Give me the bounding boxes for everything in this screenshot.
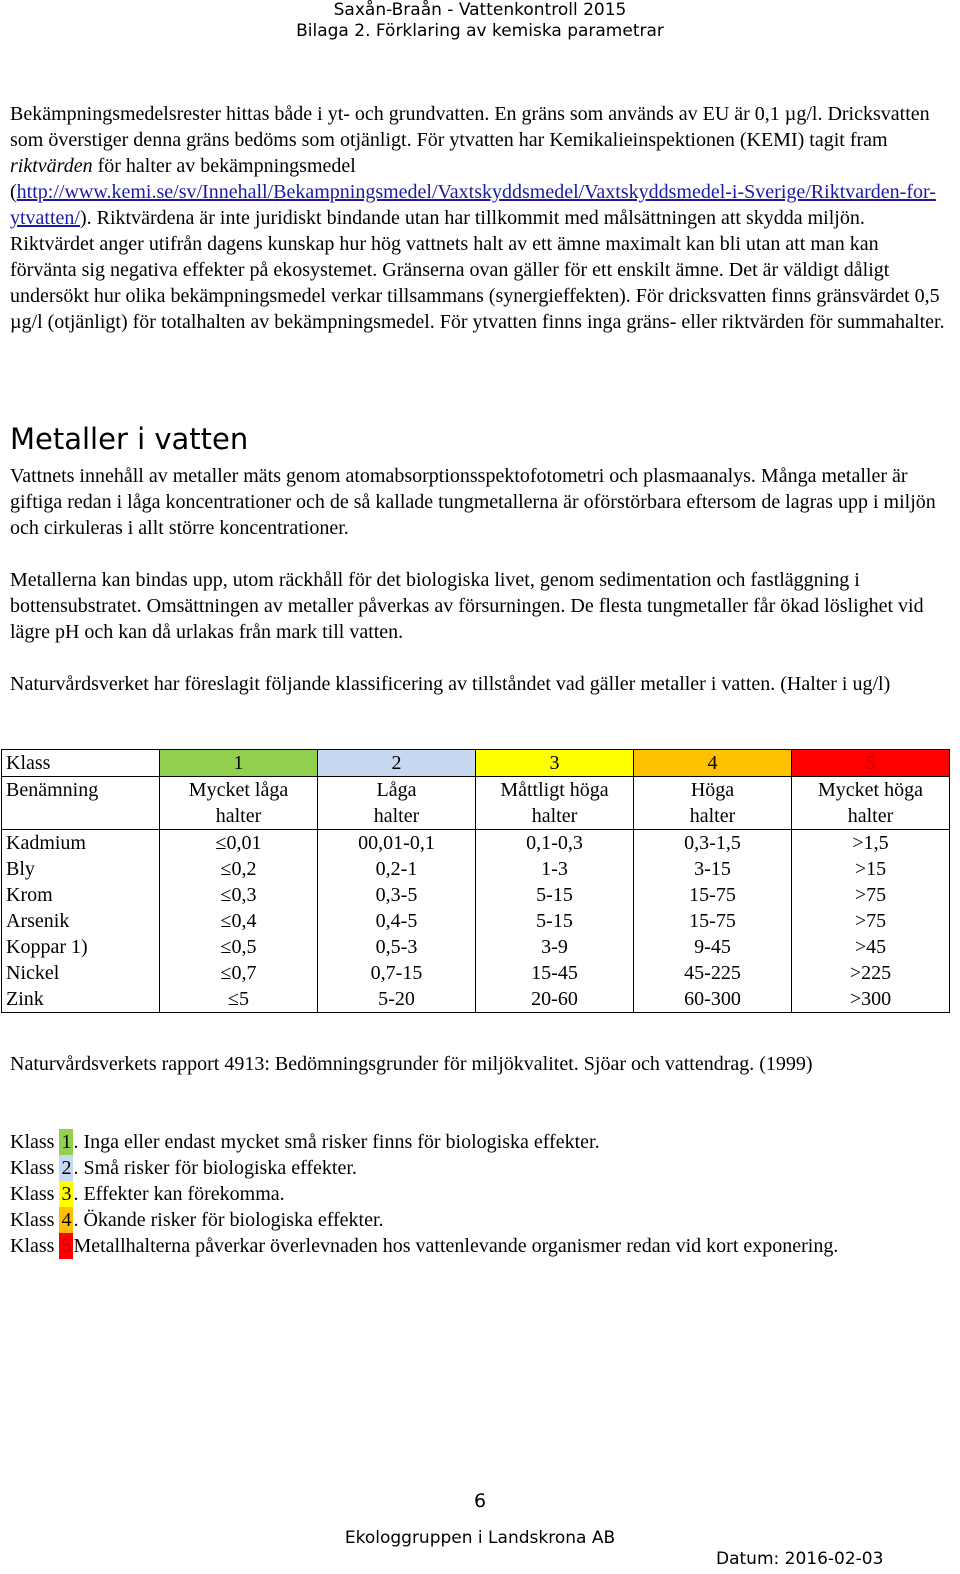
table-cell: 20-60: [476, 986, 634, 1013]
table-cell: ≤0,5: [160, 934, 318, 960]
metals-paragraph-3: Naturvårdsverket har föreslagit följande klassificering av tillståndet vad gäller metaller i vatten. (Halter i ug/l): [10, 673, 891, 695]
class-description: . Effekter kan förekomma.: [73, 1183, 285, 1205]
benamning-text: halter: [373, 805, 420, 827]
metal-name: Nickel: [2, 960, 160, 986]
list-item: [10, 1207, 950, 1233]
table-cell: 3-15: [634, 856, 792, 882]
table-cell: ≤0,2: [160, 856, 318, 882]
metal-name: Bly: [2, 856, 160, 882]
table-cell: >75: [792, 882, 950, 908]
table-cell: 1-3: [476, 856, 634, 882]
metal-name: Krom: [2, 882, 160, 908]
table-cell: ≤0,01: [160, 830, 318, 857]
benamning-cell: [792, 777, 950, 830]
class-5-swatch: 5: [61, 1235, 72, 1257]
page-number: 6: [473, 1490, 487, 1512]
benamning-text: Måttligt höga: [500, 779, 609, 801]
table-cell: ≤0,4: [160, 908, 318, 934]
table-row: [2, 882, 950, 908]
table-header-row: [2, 750, 950, 777]
table-row: [2, 856, 950, 882]
class-3-swatch: 3: [61, 1183, 72, 1205]
table-cell: 15-75: [634, 882, 792, 908]
table-row: [2, 960, 950, 986]
table-row: [2, 777, 950, 830]
table-cell: >225: [792, 960, 950, 986]
table-cell: 00,01-0,1: [318, 830, 476, 857]
class-description-list: [10, 1129, 950, 1259]
table-row: [2, 830, 950, 857]
class-4-swatch: 4: [61, 1209, 72, 1231]
table-cell: >1,5: [792, 830, 950, 857]
intro-text-1: Bekämpningsmedelsrester hittas både i yt- och grundvatten. En gräns som används av EU är 0,1 µg/l. Dricksvatten som överstiger denna gräns bedöms som otjänligt. För ytvatten har Kemikalieinspektionen (KEMI) tagit fram: [10, 103, 930, 151]
footer-date: Datum: 2016-02-03: [716, 1549, 884, 1569]
class-2-swatch: 2: [61, 1157, 72, 1179]
table-cell: 3-9: [476, 934, 634, 960]
class-description: . Små risker för biologiska effekter.: [73, 1157, 357, 1179]
class-description: . Ökande risker för biologiska effekter.: [73, 1209, 384, 1231]
metal-classification-table: [1, 749, 950, 1013]
intro-text-3: ). Riktvärdena är inte juridiskt bindande utan har tillkommit med målsättningen att skydda miljön. Riktvärdet anger utifrån dagens kunskap hur hög vattnets halt av ett ämne maximalt kan bli utan att man kan förvänta sig negativa effekter på ekosystemet. Gränserna ovan gäller för ett enskilt ämne. Det är väldigt dåligt undersökt hur olika bekämpningsmedel verkar tillsammans (synergieffekten). För dricksvatten finns gränsvärdet 0,5 µg/l (otjänligt) för totalhalten av bekämpningsmedel. För ytvatten finns inga gräns- eller riktvärden för summahalter.: [10, 207, 945, 333]
benamning-text: halter: [531, 805, 578, 827]
table-cell: 0,3-1,5: [634, 830, 792, 857]
table-cell: 5-20: [318, 986, 476, 1013]
table-cell: ≤0,3: [160, 882, 318, 908]
klass-label: Klass: [2, 750, 160, 777]
benamning-text: Höga: [690, 779, 735, 801]
metal-name: Zink: [2, 986, 160, 1013]
table-row: [2, 908, 950, 934]
benamning-text: Mycket låga: [188, 779, 289, 801]
table-cell: 0,1-0,3: [476, 830, 634, 857]
table-cell: >45: [792, 934, 950, 960]
header-title: Saxån-Braån - Vattenkontroll 2015: [333, 0, 627, 20]
metal-name: Koppar 1): [2, 934, 160, 960]
table-row: [2, 986, 950, 1013]
table-cell: 5-15: [476, 882, 634, 908]
section-heading: Metaller i vatten: [10, 422, 249, 456]
kemi-link[interactable]: http://www.kemi.se/sv/Innehall/Bekampningsmedel/Vaxtskyddsmedel/Vaxtskyddsmedel-i-Sverige/Riktvarden-for-ytvatten/: [10, 181, 936, 229]
table-cell: ≤5: [160, 986, 318, 1013]
table-cell: >300: [792, 986, 950, 1013]
table-cell: 45-225: [634, 960, 792, 986]
intro-paragraph: [10, 101, 950, 335]
benamning-text: Mycket höga: [818, 779, 923, 801]
class-prefix: Klass: [10, 1209, 60, 1231]
class-1-header: 1: [160, 750, 318, 777]
table-cell: 9-45: [634, 934, 792, 960]
intro-italic: riktvärden: [10, 155, 93, 177]
metals-paragraph-1: Vattnets innehåll av metaller mäts genom atomabsorptionsspektofotometri och plasmaanalys. Många metaller är giftiga redan i låga koncentrationer och de så kallade tungmetallerna är oförstörbara eftersom de lagras upp i miljön och cirkuleras i allt större koncentrationer.: [10, 465, 936, 539]
intro-text-2: för halter av bekämpningsmedel (: [10, 155, 356, 203]
list-item: [10, 1233, 950, 1259]
table-cell: 0,5-3: [318, 934, 476, 960]
benamning-cell: [160, 777, 318, 830]
table-cell: 60-300: [634, 986, 792, 1013]
class-prefix: Klass: [10, 1183, 60, 1205]
table-cell: 5-15: [476, 908, 634, 934]
table-cell: 0,7-15: [318, 960, 476, 986]
table-cell: 0,3-5: [318, 882, 476, 908]
class-prefix: Klass: [10, 1131, 60, 1153]
benamning-text: halter: [689, 805, 736, 827]
table-row: [2, 934, 950, 960]
metal-name: Kadmium: [2, 830, 160, 857]
metals-paragraph-2: Metallerna kan bindas upp, utom räckhåll för det biologiska livet, genom sedimentation och fastläggning i bottensubstratet. Omsättningen av metaller påverkas av försurningen. De flesta tungmetaller får ökad löslighet vid lägre pH och kan då urlakas från mark till vatten.: [10, 569, 924, 643]
table-cell: >15: [792, 856, 950, 882]
table-cell: 0,2-1: [318, 856, 476, 882]
benamning-cell: [318, 777, 476, 830]
list-item: [10, 1129, 950, 1155]
class-5-header: 5: [792, 750, 950, 777]
benamning-text: halter: [215, 805, 262, 827]
source-reference: Naturvårdsverkets rapport 4913: Bedömningsgrunder för miljökvalitet. Sjöar och vattendrag. (1999): [10, 1053, 813, 1075]
table-cell: 15-75: [634, 908, 792, 934]
benamning-text: Låga: [376, 779, 417, 801]
benamning-label: Benämning: [2, 777, 160, 830]
list-item: [10, 1181, 950, 1207]
class-prefix: Klass: [10, 1235, 60, 1257]
class-1-swatch: 1: [61, 1131, 72, 1153]
footer-company: Ekologgruppen i Landskrona AB: [344, 1528, 616, 1548]
table-cell: 15-45: [476, 960, 634, 986]
class-4-header: 4: [634, 750, 792, 777]
header-subtitle: Bilaga 2. Förklaring av kemiska parametrar: [296, 21, 664, 41]
page-header: [0, 0, 960, 42]
class-description: . Inga eller endast mycket små risker finns för biologiska effekter.: [73, 1131, 600, 1153]
benamning-text: halter: [847, 805, 894, 827]
table-cell: 0,4-5: [318, 908, 476, 934]
table-cell: ≤0,7: [160, 960, 318, 986]
list-item: [10, 1155, 950, 1181]
class-description: Metallhalterna påverkar överlevnaden hos vattenlevande organismer redan vid kort exponering.: [73, 1235, 839, 1257]
class-prefix: Klass: [10, 1157, 60, 1179]
benamning-cell: [476, 777, 634, 830]
table-cell: >75: [792, 908, 950, 934]
benamning-cell: [634, 777, 792, 830]
metal-name: Arsenik: [2, 908, 160, 934]
class-2-header: 2: [318, 750, 476, 777]
class-3-header: 3: [476, 750, 634, 777]
